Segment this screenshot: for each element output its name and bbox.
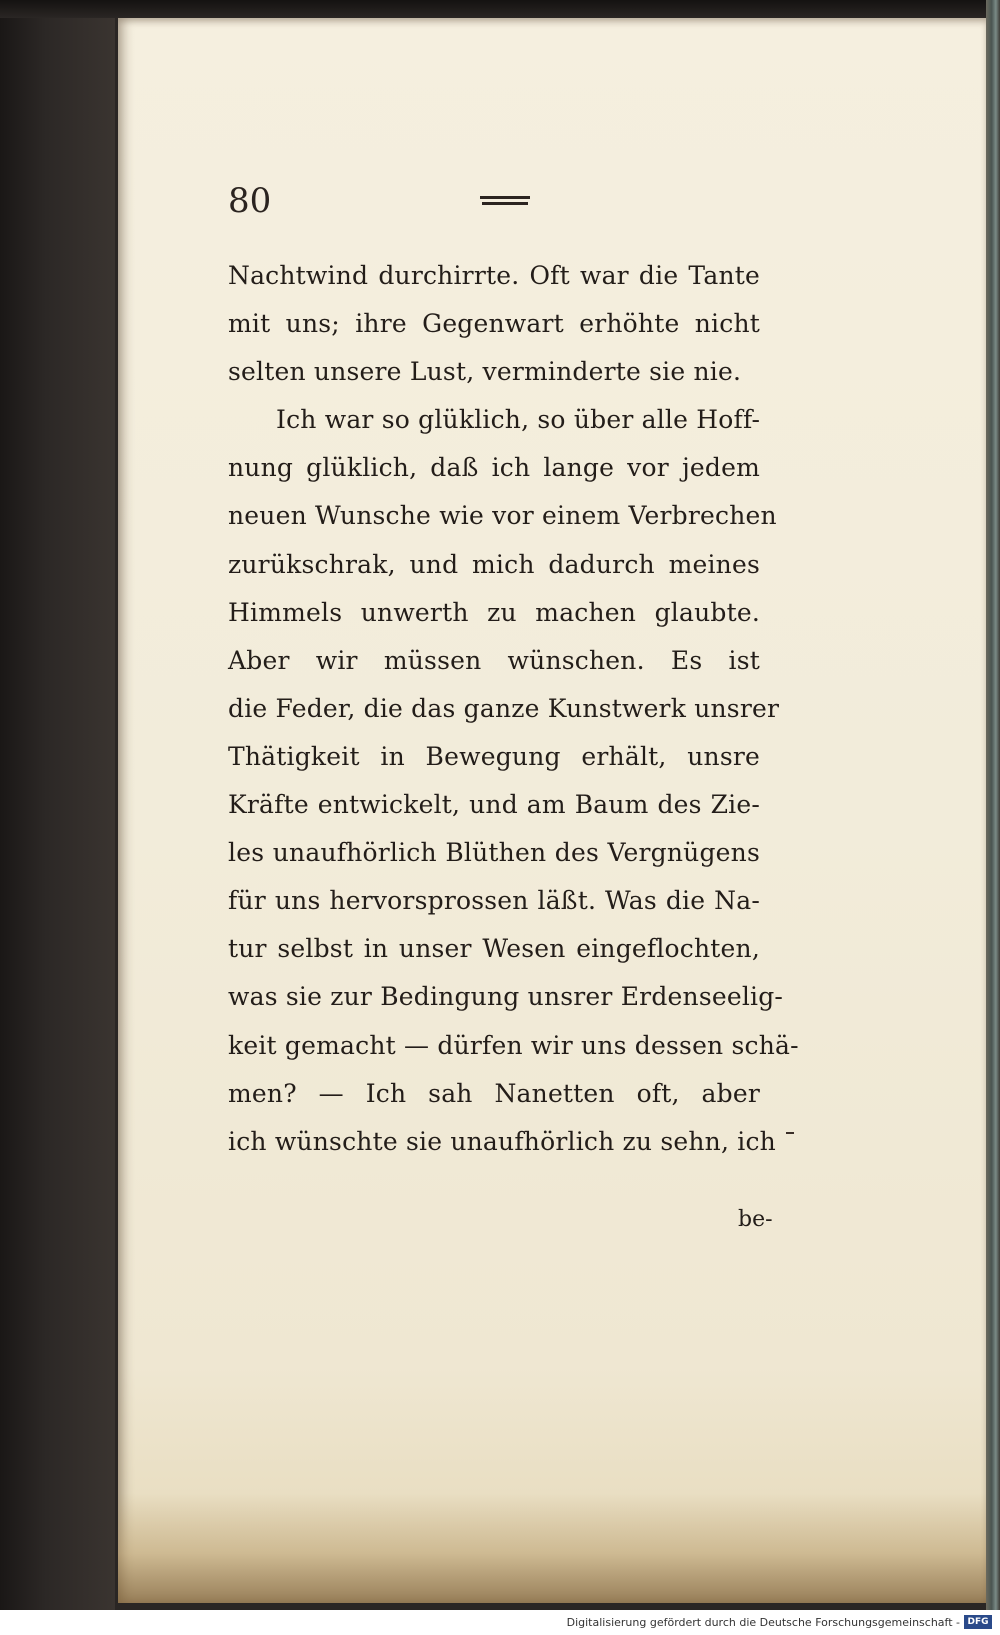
text-line: was sie zur Bedingung unsrer Erdenseelig- <box>228 982 784 1012</box>
book-binding-edge <box>0 0 115 1610</box>
text-line: men? — Ich sah Nanetten oft, aber <box>228 1078 760 1108</box>
scan-top-edge <box>0 0 1000 18</box>
funding-credit: Digitalisierung gefördert durch die Deutsche Forschungsgemeinschaft - <box>566 1616 960 1629</box>
text-line: keit gemacht — dürfen wir uns dessen schä- <box>228 1030 799 1060</box>
book-fore-edge <box>986 0 1000 1610</box>
text-line: Nachtwind durchirrte. Oft war die Tante <box>228 261 760 290</box>
body-text <box>228 252 799 1166</box>
text-line: ich wünschte sie unaufhörlich zu sehn, ich <box>228 1126 776 1156</box>
text-line: die Feder, die das ganze Kunstwerk unsrer <box>228 693 780 723</box>
page-number: 80 <box>228 181 272 221</box>
text-line: selten unsere Lust, verminderte sie nie. <box>228 357 742 387</box>
page-stain <box>118 1493 986 1603</box>
dfg-logo-icon: DFG <box>964 1615 992 1629</box>
text-line: mit uns; ihre Gegenwart erhöhte nicht <box>228 309 760 339</box>
catchword: be- <box>738 1207 773 1232</box>
header-rule <box>480 196 530 208</box>
text-line: Aber wir müssen wünschen. Es ist <box>228 645 760 675</box>
text-line: Thätigkeit in Bewegung erhält, unsre <box>228 741 760 771</box>
text-line: für uns hervorsprossen läßt. Was die Na- <box>228 886 760 916</box>
footer-bar <box>0 1610 1000 1635</box>
text-line: Kräfte entwickelt, und am Baum des Zie- <box>228 790 760 820</box>
text-line: Ich war so glüklich, so über alle Hoff- <box>276 405 761 435</box>
text-line: les unaufhörlich Blüthen des Vergnügens <box>228 838 760 868</box>
text-line: nung glüklich, daß ich lange vor jedem <box>228 453 760 483</box>
text-line: zurükschrak, und mich dadurch meines <box>228 549 760 579</box>
text-line: neuen Wunsche wie vor einem Verbrechen <box>228 501 777 531</box>
text-line: Himmels unwerth zu machen glaubte. <box>228 597 760 627</box>
margin-mark <box>786 1132 794 1134</box>
text-line: tur selbst in unser Wesen eingeflochten, <box>228 934 760 964</box>
